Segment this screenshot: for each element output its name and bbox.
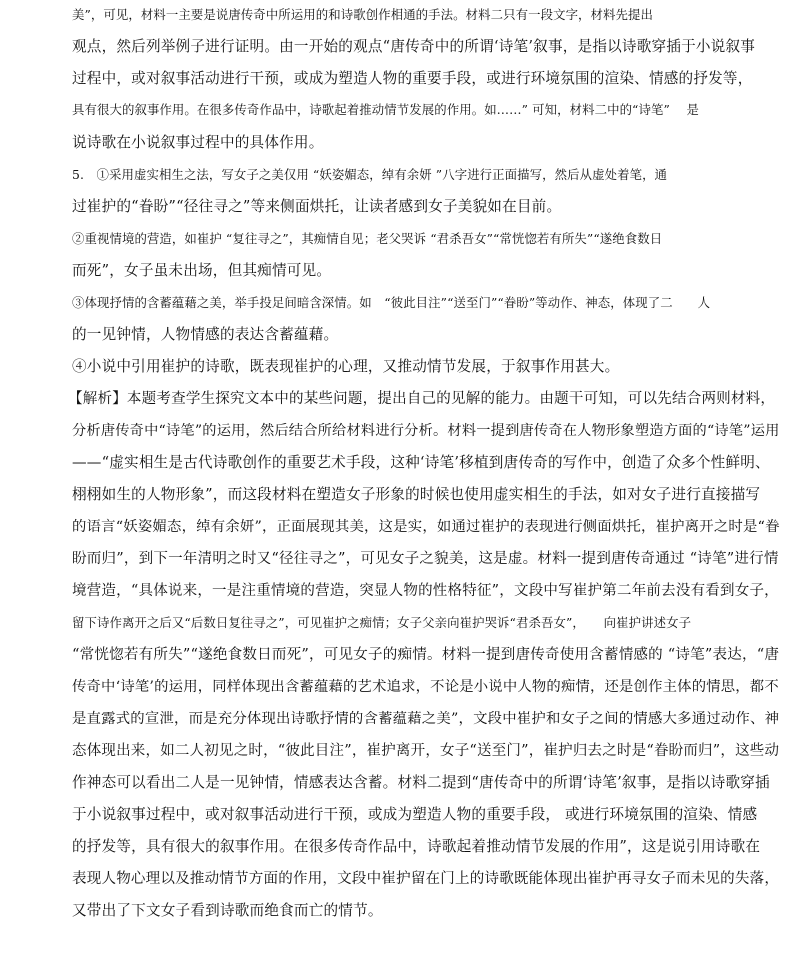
text-line: 具有很大的叙事作用。在很多传奇作品中，诗歌起着推动情节发展的作用。如……” 可知，材料二中的“诗笔” 是 xyxy=(72,102,699,117)
text-line: 作神态可以看出二人是一见钟情，情感表达含蓄。材料二提到“唐传奇中的所谓‘诗笔’叙事，是指以诗歌穿插 xyxy=(72,774,770,791)
text-line: 又带出了下文女子看到诗歌而绝食而亡的情节。 xyxy=(72,902,383,919)
text-line: 的抒发等，具有很大的叙事作用。在很多传奇作品中，诗歌起着推动情节发展的作用”，这是说引用诗歌在 xyxy=(72,838,761,855)
analysis-heading-line: 【解析】本题考查学生探究文本中的某些问题，提出自己的见解的能力。由题干可知，可以先结合两则材料， xyxy=(68,391,776,407)
text-line: 于小说叙事过程中，或对叙事活动进行干预，或成为塑造人物的重要手段， 或进行环境氛围的渲染、情感 xyxy=(72,806,758,823)
text-line: 分析唐传奇中“诗笔”的运用，然后结合所给材料进行分析。材料一提到唐传奇在人物形象塑造方面的“诗笔”运用 xyxy=(72,423,780,439)
text-line: 观点，然后列举例子进行证明。由一开始的观点“唐传奇中的所谓‘诗笔’叙事，是指以诗歌穿插于小说叙事 xyxy=(72,38,756,55)
text-line: 境营造，“具体说来，一是注重情境的营造，突显人物的性格特征”，文段中写崔护第二年前去没有看到女子， xyxy=(72,583,779,599)
text-line: 是直露式的宣泄，而是充分体现出诗歌抒情的含蓄蕴藉之美”，文段中崔护和女子之间的情感大多通过动作、神 xyxy=(72,711,780,727)
text-line: 栩栩如生的人物形象”，而这段材料在塑造女子形象的时候也使用虚实相生的手法，如对女子进行直接描写 xyxy=(72,486,761,503)
answer-point-4: ④小说中引用崔护的诗歌，既表现崔护的心理，又推动情节发展，于叙事作用甚大。 xyxy=(72,358,620,375)
text-line: 的语言“妖姿媚态，绰有余妍”，正面展现其美，这是实，如通过崔护的表现进行侧面烘托，崔护离开之时是“眷 xyxy=(72,519,780,535)
text-line: 盼而归”，到下一年清明之时又“径往寻之”，可见女子之貌美，这是虚。材料一提到唐传奇通过 “诗笔”进行情 xyxy=(72,550,779,567)
text-line: 的一见钟情，人物情感的表达含蓄蕴藉。 xyxy=(72,326,339,343)
text-line: 过程中，或对叙事活动进行干预，或成为塑造人物的重要手段，或进行环境氛围的渲染、情感的抒发等， xyxy=(72,70,753,87)
answer-point-2: ②重视情境的营造，如崔护 “复往寻之”，其痴情自见；老父哭诉 “君杀吾女”“常恍惚若有所失”“遂绝食数日 xyxy=(72,231,663,246)
text-line: “常恍惚若有所失”“遂绝食数日而死”，可见女子的痴情。材料一提到唐传奇使用含蓄情感的 “诗笔”表达，“唐 xyxy=(72,646,780,663)
answer-item-5: 5. ①采用虚实相生之法，写女子之美仅用 “妖姿媚态，绰有余妍 ”八字进行正面描写，然后从虚处着笔，通 xyxy=(72,167,668,182)
text-line: ——“虚实相生是古代诗歌创作的重要艺术手段，这种‘诗笔’移植到唐传奇的写作中，创造了众多个性鲜明、 xyxy=(72,454,770,471)
text-line: 美”，可见，材料一主要是说唐传奇中所运用的和诗歌创作相通的手法。材料二只有一段文字，材料先提出 xyxy=(72,7,654,22)
text-line: 态体现出来，如二人初见之时，“彼此目注”，崔护离开，女子“送至门”，崔护归去之时是“眷盼而归”，这些动 xyxy=(72,743,780,759)
text-line: 而死”，女子虽未出场，但其痴情可见。 xyxy=(72,262,332,279)
answer-point-3: ③体现抒情的含蓄蕴藉之美，举手投足间暗含深情。如 “彼此目注”“送至门”“眷盼”等动作、神态，体现了二 人 xyxy=(72,295,711,310)
text-line: 过崔护的“眷盼”“径往寻之”等来侧面烘托，让读者感到女子美貌如在目前。 xyxy=(72,198,562,215)
text-line: 传奇中‘诗笔’的运用，同样体现出含蓄蕴藉的艺术追求，不论是小说中人物的痴情，还是创作主体的情思，都不 xyxy=(72,679,779,695)
text-line: 表现人物心理以及推动情节方面的作用，文段中崔护留在门上的诗歌既能体现出崔护再寻女子而未见的失落， xyxy=(72,871,780,887)
text-line: 留下诗作离开之后又“后数日复往寻之”，可见崔护之痴情；女子父亲向崔护哭诉“君杀吾女”， 向崔护讲述女子 xyxy=(72,615,692,630)
text-line: 说诗歌在小说叙事过程中的具体作用。 xyxy=(72,134,324,151)
